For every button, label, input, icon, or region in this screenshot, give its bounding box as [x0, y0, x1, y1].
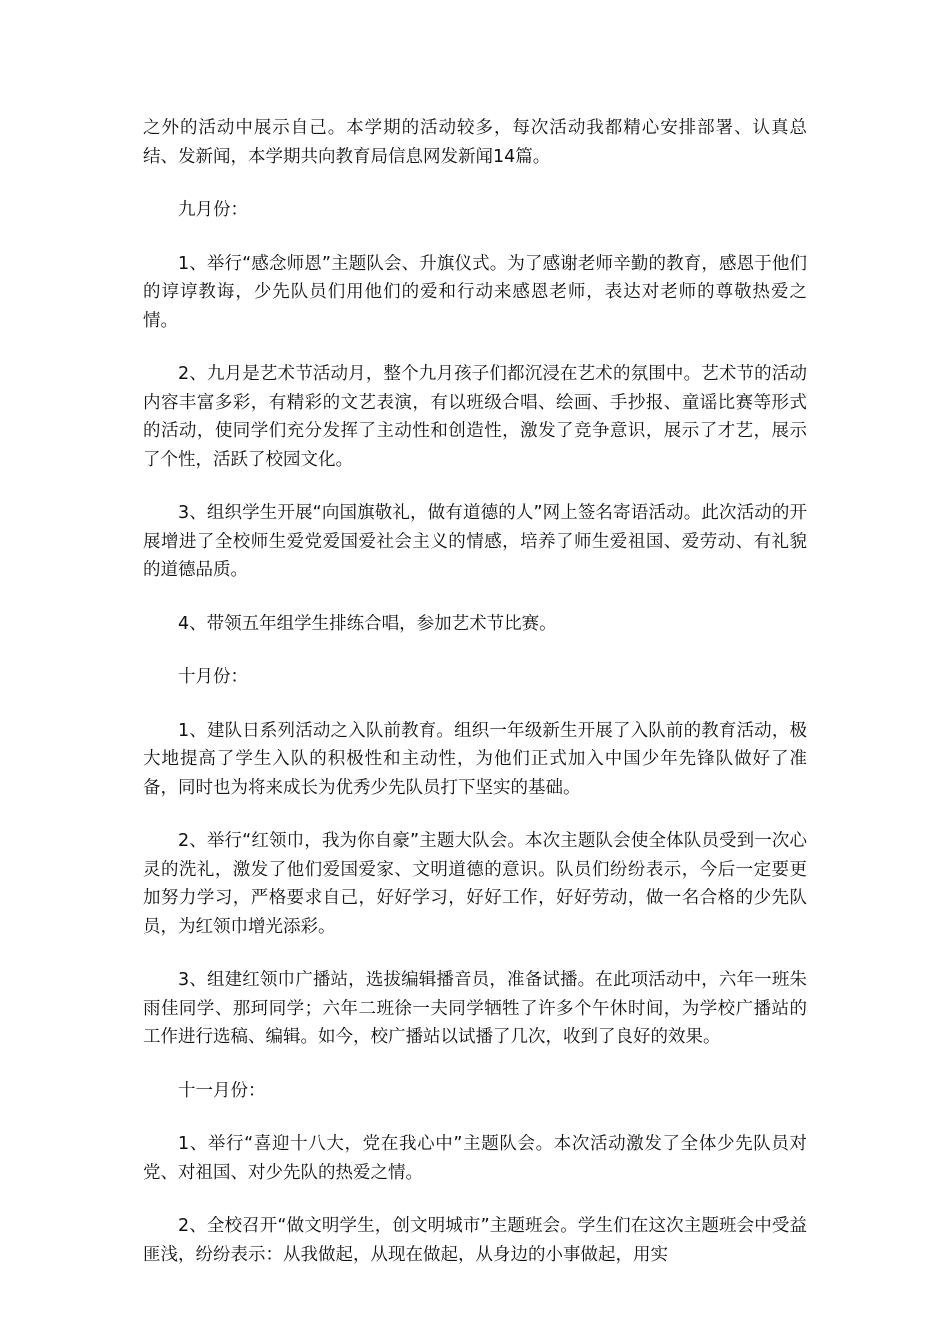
paragraph-october-1: 1、建队日系列活动之入队前教育。组织一年级新生开展了入队前的教育活动，极大地提高了学生入队的积极性和主动性，为他们正式加入中国少年先锋队做好了准备，同时也为将来成长为优秀少先队员打下坚实的基础。 — [143, 720, 807, 798]
document-page — [143, 114, 807, 1294]
paragraph-october-3: 3、组建红领巾广播站，选拔编辑播音员，准备试播。在此项活动中，六年一班朱雨佳同学、那珂同学；六年二班徐一夫同学牺牲了许多个午休时间，为学校广播站的工作进行选稿、编辑。如今，校广播站以试播了几次，收到了良好的效果。 — [143, 970, 807, 1047]
paragraph-september-2: 2、九月是艺术节活动月，整个九月孩子们都沉浸在艺术的氛围中。艺术节的活动内容丰富多彩，有精彩的文艺表演，有以班级合唱、绘画、手抄报、童谣比赛等形式的活动，使同学们充分发挥了主动性和创造性，激发了竞争意识，展示了才艺，展示了个性，活跃了校园文化。 — [143, 364, 807, 470]
paragraph-september-1: 1、举行“感念师恩”主题队会、升旗仪式。为了感谢老师辛勤的教育，感恩于他们的谆谆教诲，少先队员们用他们的爱和行动来感恩老师，表达对老师的尊敬热爱之情。 — [143, 253, 807, 331]
paragraph-september-3: 3、组织学生开展“向国旗敬礼，做有道德的人”网上签名寄语活动。此次活动的开展增进了全校师生爱党爱国爱社会主义的情感，培养了师生爱祖国、爱劳动、有礼貌的道德品质。 — [143, 503, 807, 580]
heading-october: 十月份： — [178, 667, 248, 687]
heading-september: 九月份： — [178, 200, 248, 220]
heading-november: 十一月份： — [178, 1080, 266, 1101]
paragraph-intro: 之外的活动中展示自己。本学期的活动较多，每次活动我都精心安排部署、认真总结、发新闻，本学期共向教育局信息网发新闻14篇。 — [143, 118, 807, 167]
paragraph-september-4: 4、带领五年组学生排练合唱，参加艺术节比赛。 — [178, 613, 557, 634]
paragraph-november-1: 1、举行“喜迎十八大，党在我心中”主题队会。本次活动激发了全体少先队员对党、对祖国、对少先队的热爱之情。 — [143, 1134, 807, 1183]
paragraph-november-2: 2、全校召开“做文明学生，创文明城市”主题班会。学生们在这次主题班会中受益匪浅，纷纷表示：从我做起，从现在做起，从身边的小事做起，用实 — [143, 1216, 807, 1265]
paragraph-october-2: 2、举行“红领巾，我为你自豪”主题大队会。本次主题队会使全体队员受到一次心灵的洗礼，激发了他们爱国爱家、文明道德的意识。队员们纷纷表示，今后一定要更加努力学习，严格要求自己，好好学习，好好工作，好好劳动，做一名合格的少先队员，为红领巾增光添彩。 — [143, 831, 807, 937]
